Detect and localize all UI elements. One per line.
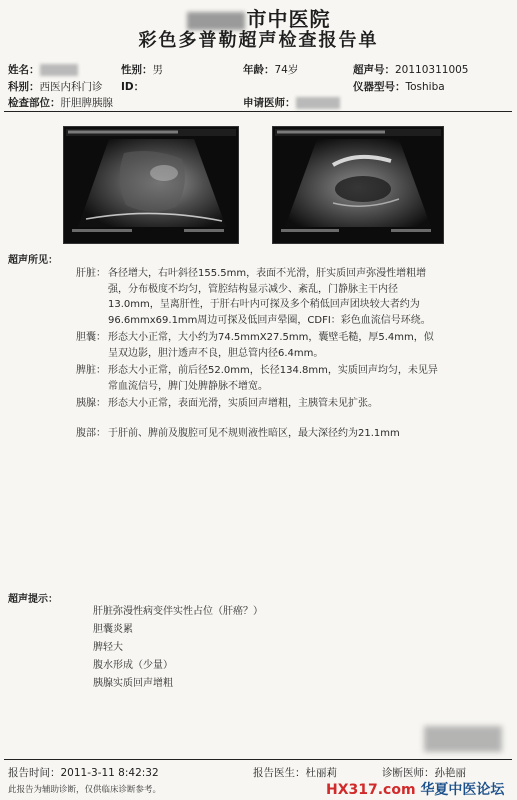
ultrasound-liver-graphic — [64, 127, 238, 243]
ultrasound-gallbladder-graphic — [273, 127, 443, 243]
sex-value: 男 — [152, 64, 163, 76]
diagnostician-field — [382, 765, 466, 780]
redacted-name — [40, 64, 78, 76]
disclaimer-note: 此报告为辅助诊断，仅供临床诊断参考。 — [8, 785, 162, 795]
finding-text: 形态大小正常，表面光滑，实质回声增粗，主胰管未见扩张。 — [108, 398, 378, 409]
finding-gallbladder — [76, 330, 438, 361]
exam-part-field — [8, 95, 113, 110]
reporter-field — [253, 765, 337, 780]
finding-text: 形态大小正常，前后径52.0mm，长径134.8mm，实质回声均匀，未见异常血流信号，脾门处脾静脉不增宽。 — [108, 365, 438, 392]
department-value: 西医内科门诊 — [39, 81, 103, 93]
finding-liver — [76, 266, 438, 328]
finding-spleen — [76, 363, 438, 394]
finding-text: 各径增大，右叶斜径155.5mm，表面不光滑，肝实质回声弥漫性增粗增强，分布极度不均匀，管腔结构显示减少、紊乱，门静脉主干内径13.0mm，呈离肝性，于肝右叶内可探及多个稍低回声团块较大者约为96.6mmx69.1mm周边可探及低回声晕圈，CDFI：彩色血流信号环绕。 — [108, 268, 431, 326]
impression-item: 胆囊炎累 — [93, 624, 133, 635]
watermark-brand: 华夏中医论坛 — [420, 782, 505, 798]
ultrasound-image-gallbladder — [272, 126, 444, 244]
report-time-label: 报告时间： — [8, 767, 61, 779]
age-value: 74岁 — [274, 64, 299, 76]
id-label: ID： — [121, 81, 145, 93]
ultrasound-image-liver — [63, 126, 239, 244]
impression-item: 脾轻大 — [93, 642, 123, 653]
impression-item: 肝脏弥漫性病变伴实性占位（肝癌？） — [93, 606, 263, 617]
finding-text: 形态大小正常，大小约为74.5mmX27.5mm，囊壁毛糙，厚5.4mm，似呈双边影，胆汁透声不良，胆总管内径6.4mm。 — [108, 332, 434, 359]
report-title: 彩色多普勒超声检查报告单 — [138, 30, 379, 51]
finding-organ-label: 腹部： — [76, 427, 106, 439]
watermark-site: HX317.com — [326, 782, 416, 798]
hospital-name-text: 市中医院 — [246, 7, 331, 31]
signature-stamp — [424, 726, 502, 752]
footer-divider — [4, 759, 512, 760]
impression-item: 腹水形成（少量） — [93, 660, 173, 671]
sex-label: 性别： — [121, 64, 153, 76]
age-field — [243, 62, 298, 77]
device-value: Toshiba — [405, 81, 445, 93]
exam-number-field — [353, 62, 469, 77]
finding-pancreas — [76, 396, 438, 412]
name-label: 姓名： — [8, 64, 40, 76]
device-label: 仪器型号： — [353, 81, 406, 93]
exam-part-label: 检查部位： — [8, 97, 61, 109]
impressions-heading: 超声提示： — [8, 594, 58, 605]
exam-part-value: 肝胆脾胰腺 — [60, 97, 113, 109]
diagnostician-value: 孙艳丽 — [434, 767, 466, 779]
report-time-field — [8, 765, 159, 780]
reporter-value: 杜丽莉 — [305, 767, 337, 779]
diagnostician-label: 诊断医师： — [382, 767, 435, 779]
department-field — [8, 79, 103, 94]
age-label: 年龄： — [243, 64, 275, 76]
impression-item: 胰腺实质回声增粗 — [93, 678, 173, 689]
device-field — [353, 79, 445, 94]
finding-organ-label: 脾脏： — [76, 365, 106, 376]
finding-organ-label: 胆囊： — [76, 332, 106, 343]
department-label: 科别： — [8, 81, 40, 93]
reporter-label: 报告医生： — [253, 767, 306, 779]
header-divider — [4, 111, 512, 112]
exam-number-value: 20110311005 — [395, 64, 469, 76]
forum-watermark — [326, 779, 504, 799]
id-field — [121, 79, 144, 94]
requesting-doctor-label: 申请医师： — [243, 97, 296, 109]
impressions-list — [93, 603, 423, 693]
finding-organ-label: 胰腺： — [76, 398, 106, 409]
finding-text: 于肝前、脾前及腹腔可见不规则液性暗区，最大深径约为21.1mm — [108, 427, 400, 439]
requesting-doctor-field — [243, 95, 340, 110]
report-time-value: 2011-3-11 8:42:32 — [60, 767, 159, 779]
findings-list — [76, 266, 438, 441]
sex-field — [121, 62, 163, 77]
finding-abdomen — [76, 426, 438, 442]
finding-organ-label: 肝脏： — [76, 268, 106, 279]
patient-name-field — [8, 62, 78, 77]
redacted-doctor — [296, 97, 340, 109]
exam-number-label: 超声号： — [353, 64, 395, 76]
findings-heading: 超声所见： — [8, 255, 58, 266]
